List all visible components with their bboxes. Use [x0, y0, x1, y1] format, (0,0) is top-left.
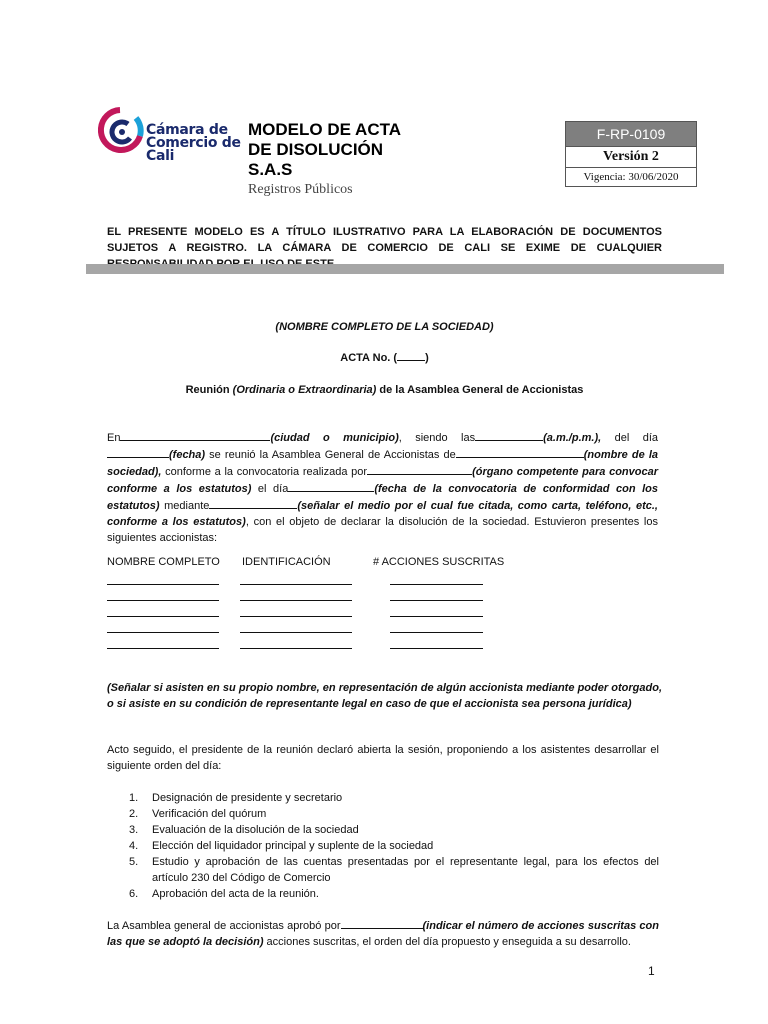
blank-hora	[475, 429, 543, 441]
hint-hora: (a.m./p.m.),	[543, 432, 602, 444]
blank-line-acciones	[390, 632, 483, 633]
logo-text-line: Cali	[146, 148, 175, 164]
agenda-item	[107, 838, 659, 854]
agenda-item-text: Estudio y aprobación de las cuentas presentadas por el representante legal, para los efectos del artículo 230 del Código de Comercio	[152, 856, 659, 884]
blank-line-acciones	[390, 584, 483, 585]
agenda-item-number: 2.	[129, 808, 139, 820]
blank-line-acciones	[390, 648, 483, 649]
blank-line-identificacion	[240, 616, 352, 617]
column-header-identificacion: IDENTIFICACIÓN	[242, 556, 331, 568]
text: En	[107, 432, 121, 444]
text: , con el objeto de declarar la disolución de la sociedad. Estuvieron presentes los siguientes accionistas:	[107, 516, 658, 544]
text: del día	[601, 432, 658, 444]
reunion-heading	[107, 382, 662, 398]
reunion-type: (Ordinaria o Extraordinaria)	[232, 384, 377, 396]
agenda-item-text: Evaluación de la disolución de la sociedad	[152, 824, 359, 836]
agenda-item	[107, 822, 659, 838]
company-name-placeholder: (NOMBRE COMPLETO DE LA SOCIEDAD)	[275, 321, 494, 333]
column-header-acciones: # ACCIONES SUSCRITAS	[373, 556, 505, 568]
agenda-item-text: Designación de presidente y secretario	[152, 792, 343, 804]
document-vigencia: Vigencia: 30/06/2020	[566, 167, 696, 186]
text: , siendo las	[398, 432, 476, 444]
reunion-prefix: Reunión	[185, 384, 233, 396]
page-number: 1	[648, 964, 655, 978]
agenda-list	[107, 790, 659, 902]
title-line: S.A.S	[248, 160, 293, 179]
agenda-intro-paragraph: Acto seguido, el presidente de la reunión declaró abierta la sesión, proponiendo a los asistentes desarrollar el siguiente orden del día:	[107, 744, 659, 772]
text: conforme a la convocatoria realizada por	[161, 466, 368, 478]
document-code-box	[565, 121, 697, 187]
document-code: F-RP-0109	[566, 122, 696, 146]
opening-paragraph	[107, 429, 658, 546]
document-title	[248, 120, 401, 180]
agenda-item	[107, 886, 659, 902]
blank-line-identificacion	[240, 600, 352, 601]
blank-fecha-convocatoria	[288, 480, 374, 492]
agenda-item-number: 3.	[129, 824, 139, 836]
acta-close: )	[425, 352, 429, 364]
agenda-item	[107, 806, 659, 822]
approval-paragraph	[107, 917, 659, 950]
blank-line-nombre	[107, 584, 219, 585]
agenda-item-text: Verificación del quórum	[152, 808, 267, 820]
text: mediante	[159, 500, 210, 512]
document-version: Versión 2	[566, 146, 696, 167]
blank-line-nombre	[107, 616, 219, 617]
blank-line-nombre	[107, 632, 219, 633]
blank-line-nombre	[107, 600, 219, 601]
agenda-item-number: 4.	[129, 840, 139, 852]
blank-ciudad	[120, 429, 270, 441]
hint-fecha-convocatoria: (fecha de la convocatoria de conformidad con los estatutos)	[107, 483, 658, 512]
blank-line-identificacion	[240, 632, 352, 633]
acta-number-blank	[397, 349, 425, 361]
logo-text-line: Cámara de	[146, 122, 228, 138]
disclaimer: EL PRESENTE MODELO ES A TÍTULO ILUSTRATIVO PARA LA ELABORACIÓN DE DOCUMENTOS SUJETOS A REGISTRO. LA CÁMARA DE COMERCIO DE CALI SE EXIME DE CUALQUIER	[107, 226, 662, 254]
agenda-item-text: Aprobación del acta de la reunión.	[152, 888, 319, 900]
logo-text-line: Comercio de	[146, 135, 241, 151]
acta-label: ACTA No. (	[340, 352, 398, 364]
blank-line-nombre	[107, 648, 219, 649]
agenda-item	[107, 790, 659, 806]
hint-medio: (señalar el medio por el cual fue citada, como carta, teléfono, etc., conforme a los estatutos)	[107, 500, 658, 528]
agenda-item	[107, 854, 659, 886]
hint-acciones: (indicar el número de acciones suscritas con las que se adoptó la decisión)	[107, 920, 659, 948]
blank-organo	[367, 463, 472, 475]
blank-line-identificacion	[240, 648, 352, 649]
text: acciones suscritas, el orden del día propuesto y enseguida a su desarrollo.	[263, 936, 631, 948]
blank-sociedad	[456, 446, 584, 458]
blank-acciones	[341, 917, 423, 929]
agenda-item-number: 5.	[129, 856, 139, 868]
text: el día	[251, 483, 289, 495]
agenda-item-number: 6.	[129, 888, 139, 900]
title-line: DE DISOLUCIÓN	[248, 140, 384, 159]
hint-fecha: (fecha)	[169, 449, 206, 461]
agenda-item-number: 1.	[129, 792, 139, 804]
acta-number	[107, 349, 662, 366]
hint-sociedad: (nombre de la sociedad),	[107, 449, 658, 478]
hint-organo: (órgano competente para convocar conforme a los estatutos)	[107, 466, 658, 495]
blank-line-identificacion	[240, 584, 352, 585]
agenda-item-text: Elección del liquidador principal y suplente de la sociedad	[152, 840, 434, 852]
hint-ciudad: (ciudad o municipio)	[270, 432, 399, 444]
attendance-note: (Señalar si asisten en su propio nombre, en representación de algún accionista mediante poder otorgado, o si asiste en su condición de representante legal en caso de que el accionista sea persona jurídica)	[107, 682, 662, 710]
text: se reunió la Asamblea General de Accionistas de	[205, 449, 456, 461]
document-subtitle: Registros Públicos	[248, 182, 353, 197]
blank-line-acciones	[390, 600, 483, 601]
reunion-suffix: de la Asamblea General de Accionistas	[376, 384, 584, 396]
blank-line-acciones	[390, 616, 483, 617]
column-header-nombre: NOMBRE COMPLETO	[107, 556, 220, 568]
title-line: MODELO DE ACTA	[248, 120, 401, 139]
blank-medio	[209, 497, 297, 509]
logo-text	[146, 124, 241, 163]
header-divider-bar	[86, 264, 724, 274]
text: La Asamblea general de accionistas aprobó por	[107, 920, 341, 932]
blank-fecha	[107, 446, 169, 458]
